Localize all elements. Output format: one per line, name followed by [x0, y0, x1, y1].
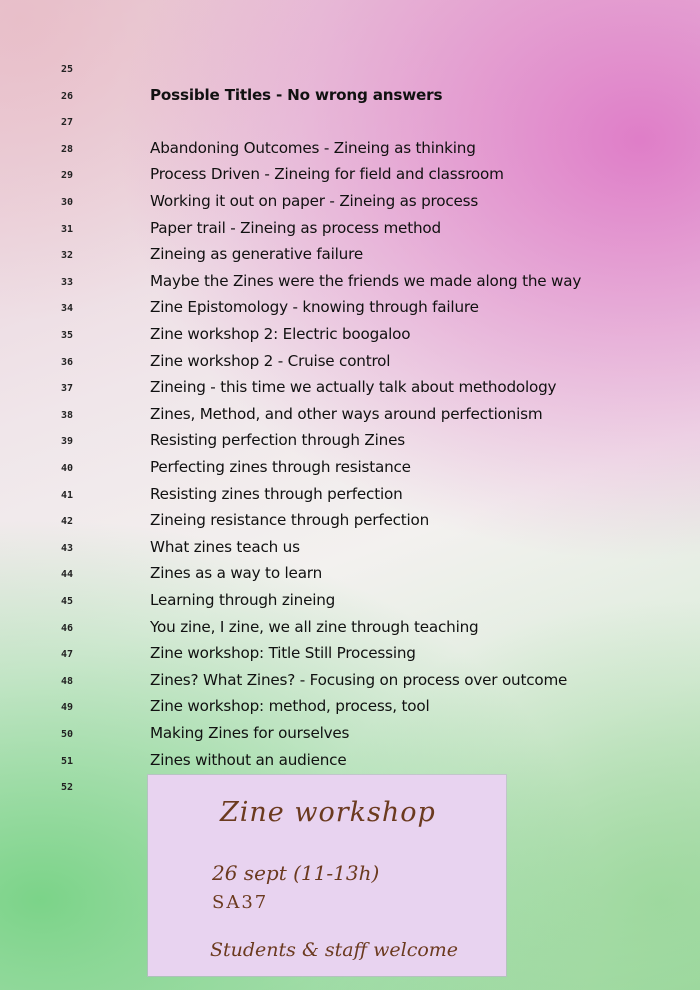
document-line: [0, 589, 700, 616]
line-number: 39: [61, 436, 74, 448]
title-option: Process Driven - Zineing for field and classroom: [150, 165, 504, 184]
document-line: [0, 84, 700, 111]
title-option: Resisting zines through perfection: [150, 484, 403, 503]
line-number: 42: [61, 516, 74, 528]
document-line: [0, 323, 700, 350]
title-option: Maybe the Zines were the friends we made along the way: [150, 271, 582, 290]
line-number: 51: [61, 755, 74, 767]
title-option: Working it out on paper - Zineing as process: [150, 192, 479, 210]
title-option: What zines teach us: [150, 537, 300, 556]
title-option: Zineing - this time we actually talk about methodology: [150, 378, 557, 397]
document-line: [0, 376, 700, 403]
line-number: 26: [61, 90, 74, 102]
line-number: 49: [61, 702, 74, 714]
document-line: [0, 483, 700, 510]
document-line: [0, 163, 700, 190]
title-option: Making Zines for ourselves: [150, 724, 350, 742]
title-option: Zines? What Zines? - Focusing on process over outcome: [150, 670, 568, 689]
note-audience: Students & staff welcome: [210, 939, 459, 961]
line-number: 41: [61, 489, 74, 501]
line-number: 31: [61, 223, 74, 235]
document-line: [0, 429, 700, 456]
line-number: 35: [61, 330, 74, 341]
document-line: [0, 536, 700, 563]
document-line: [0, 350, 700, 377]
sticky-note: [148, 775, 506, 976]
line-number: 52: [61, 782, 74, 794]
line-number: 33: [61, 276, 74, 288]
section-heading: Possible Titles - No wrong answers: [150, 85, 443, 104]
title-option: You zine, I zine, we all zine through teaching: [150, 617, 479, 636]
title-option: Zine workshop: method, process, tool: [150, 697, 430, 716]
line-number: 37: [61, 383, 74, 395]
document-line: [0, 137, 700, 164]
document-line: [0, 110, 700, 137]
line-number: 27: [61, 117, 74, 129]
line-number: 44: [61, 569, 74, 581]
line-number: 25: [61, 64, 74, 75]
document-line: [0, 562, 700, 589]
document-line: [0, 270, 700, 297]
document-line: [0, 669, 700, 696]
title-option: Zines without an audience: [150, 750, 347, 769]
line-number: 30: [61, 197, 74, 208]
document-line: [0, 695, 700, 722]
title-option: Zine workshop 2 - Cruise control: [150, 351, 391, 370]
note-room: SA37: [212, 892, 269, 913]
document-line: [0, 243, 700, 270]
title-option: Resisting perfection through Zines: [150, 431, 405, 450]
title-option: Paper trail - Zineing as process method: [150, 218, 441, 237]
line-number: 47: [61, 649, 74, 661]
title-option: Zines, Method, and other ways around perfectionism: [150, 404, 543, 423]
document-line: [0, 456, 700, 483]
line-number: 36: [61, 356, 74, 368]
title-option: Zine workshop: Title Still Processing: [150, 644, 416, 663]
line-number: 29: [61, 170, 74, 182]
line-number: 50: [61, 729, 74, 740]
title-option: Abandoning Outcomes - Zineing as thinking: [150, 138, 476, 157]
title-option: Learning through zineing: [150, 591, 336, 609]
title-option: Zine Epistomology - knowing through failure: [150, 298, 479, 317]
line-number: 43: [61, 542, 74, 554]
line-number: 34: [61, 303, 74, 315]
document-line: [0, 296, 700, 323]
line-number: 48: [61, 675, 74, 687]
line-number: 46: [61, 622, 74, 634]
title-option: Perfecting zines through resistance: [150, 458, 411, 476]
title-option: Zines as a way to learn: [150, 564, 323, 583]
document-line: [0, 57, 700, 84]
document-line: [0, 190, 700, 217]
note-date: 26 sept (11-13h): [212, 861, 380, 885]
line-number: 38: [61, 409, 74, 421]
document-line: [0, 509, 700, 536]
line-number: 32: [61, 250, 74, 262]
document-line: [0, 217, 700, 244]
line-number: 28: [61, 143, 74, 155]
line-number: 45: [61, 596, 74, 607]
document-line: [0, 722, 700, 749]
title-option: Zineing resistance through perfection: [150, 511, 430, 530]
document-line: [0, 403, 700, 430]
note-title: Zine workshop: [220, 797, 436, 828]
title-option: Zineing as generative failure: [150, 245, 363, 264]
document-line: [0, 616, 700, 643]
title-option: Zine workshop 2: Electric boogaloo: [150, 325, 411, 343]
document-line: [0, 749, 700, 776]
document-line: [0, 642, 700, 669]
line-number: 40: [61, 463, 74, 474]
